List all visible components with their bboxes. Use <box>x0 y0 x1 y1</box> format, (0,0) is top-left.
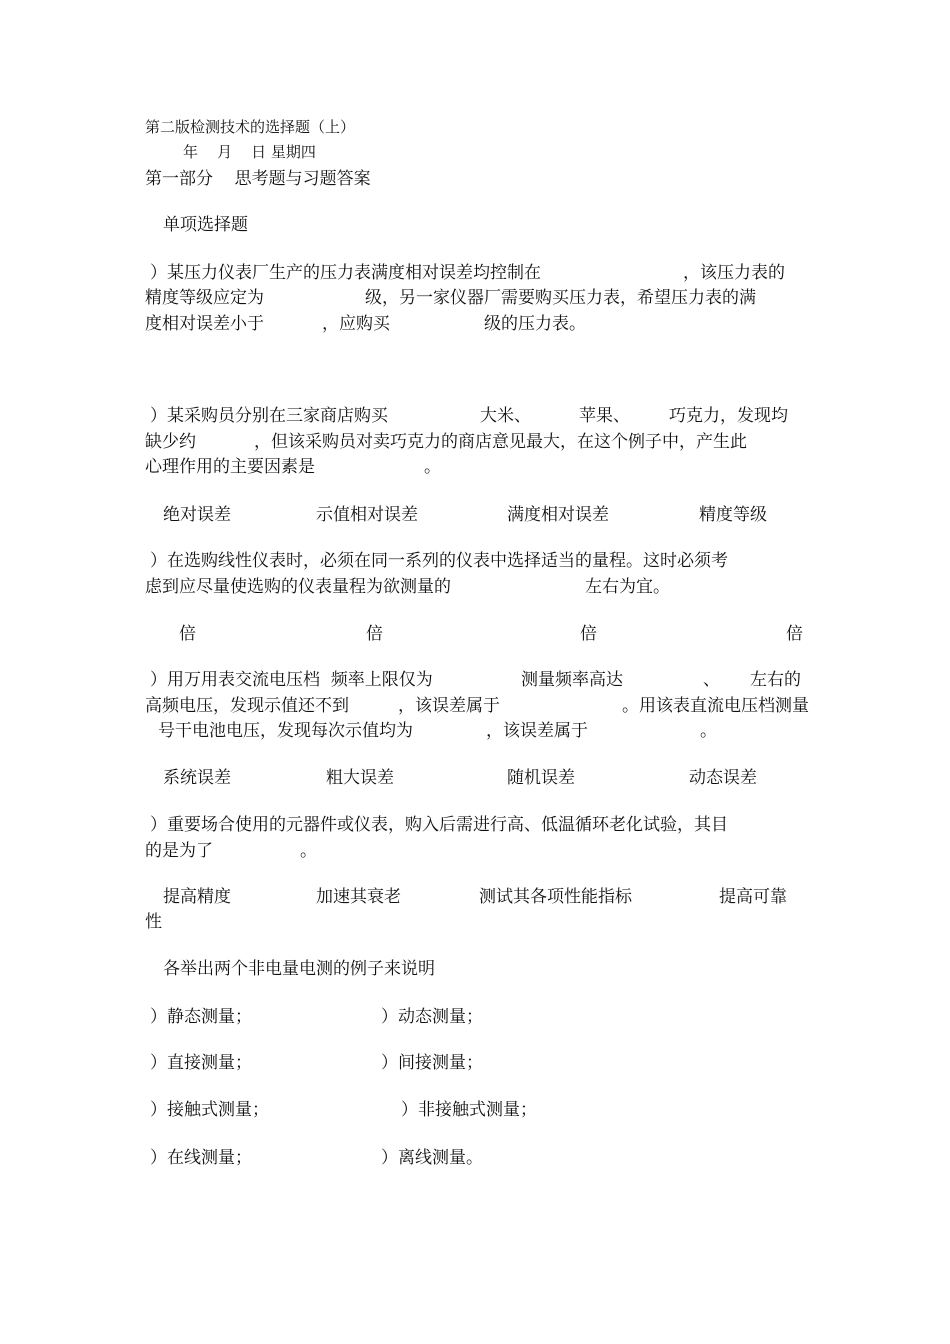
option-c: 满度相对误差 <box>507 505 609 525</box>
option-b: 加速其衰老 <box>316 887 401 907</box>
question-text: ）重要场合使用的元器件或仪表，购入后需进行高、低温循环老化试验，其目 <box>150 815 728 835</box>
list-item: ）静态测量； <box>150 1007 252 1027</box>
document-title: 第二版检测技术的选择题（上） <box>145 118 356 136</box>
question-text: 左右的 <box>750 670 801 690</box>
option-d: 倍 <box>786 624 803 644</box>
question-text: 。 <box>424 457 441 477</box>
question-text: ，应购买 <box>322 314 390 334</box>
question-text: 巧克力，发现均 <box>669 406 788 426</box>
question-text: 级的压力表。 <box>484 314 586 334</box>
part-title: 第一部分 思考题与习题答案 <box>145 169 371 189</box>
option-a: 绝对误差 <box>163 505 231 525</box>
question-text: ）某采购员分别在三家商店购买 <box>150 406 388 426</box>
list-item: ）动态测量； <box>381 1007 483 1027</box>
question-text: 号干电池电压，发现每次示值均为 <box>158 721 413 741</box>
option-a: 提高精度 <box>163 887 231 907</box>
option-d: 动态误差 <box>689 768 757 788</box>
question-text: 虑到应尽量使选购的仪表量程为欲测量的 <box>145 577 451 597</box>
question-text: 高频电压，发现示值还不到 <box>145 696 349 716</box>
option-d: 提高可靠 <box>719 887 787 907</box>
question-text: 度相对误差小于 <box>145 314 264 334</box>
question-text: 级，另一家仪器厂需要购买压力表，希望压力表的满 <box>365 288 756 308</box>
question-text: 、 <box>703 670 720 690</box>
option-c: 随机误差 <box>507 768 575 788</box>
list-item: ）离线测量。 <box>381 1148 483 1168</box>
list-item: ）接触式测量； <box>150 1100 269 1120</box>
question-text: 。 <box>300 841 317 861</box>
list-item: ）间接测量； <box>381 1053 483 1073</box>
question-text: ，该误差属于 <box>486 721 588 741</box>
question-text: ）用万用表交流电压档 频率上限仅为 <box>150 670 433 690</box>
question-text: 精度等级应定为 <box>145 288 264 308</box>
question-text: ，该压力表的 <box>683 263 785 283</box>
section-heading: 各举出两个非电量电测的例子来说明 <box>163 959 435 979</box>
list-item: ）直接测量； <box>150 1053 252 1073</box>
question-text: ）某压力仪表厂生产的压力表满度相对误差均控制在 <box>150 263 541 283</box>
question-text: 缺少约 <box>145 432 196 452</box>
option-c: 测试其各项性能指标 <box>479 887 632 907</box>
date-line: 年 月 日 星期四 <box>183 143 316 161</box>
question-text: 左右为宜。 <box>585 577 670 597</box>
question-text: 大米、 <box>480 406 531 426</box>
option-b: 示值相对误差 <box>316 505 418 525</box>
question-text: 。用该表直流电压档测量 <box>622 696 809 716</box>
option-d-wrap: 性 <box>145 912 162 932</box>
question-text: 心理作用的主要因素是 <box>145 457 315 477</box>
question-text: 苹果、 <box>579 406 630 426</box>
question-text: ，该误差属于 <box>398 696 500 716</box>
option-b: 倍 <box>366 624 383 644</box>
section-heading: 单项选择题 <box>163 215 248 235</box>
question-text: ，但该采购员对卖巧克力的商店意见最大，在这个例子中，产生此 <box>254 432 747 452</box>
question-text: 测量频率高达 <box>521 670 623 690</box>
option-b: 粗大误差 <box>326 768 394 788</box>
option-a: 倍 <box>179 624 196 644</box>
option-d: 精度等级 <box>699 505 767 525</box>
list-item: ）非接触式测量； <box>401 1100 537 1120</box>
question-text: ）在选购线性仪表时，必须在同一系列的仪表中选择适当的量程。这时必须考 <box>150 551 728 571</box>
question-text: 。 <box>700 721 717 741</box>
option-c: 倍 <box>580 624 597 644</box>
list-item: ）在线测量； <box>150 1148 252 1168</box>
question-text: 的是为了 <box>145 841 213 861</box>
option-a: 系统误差 <box>163 768 231 788</box>
